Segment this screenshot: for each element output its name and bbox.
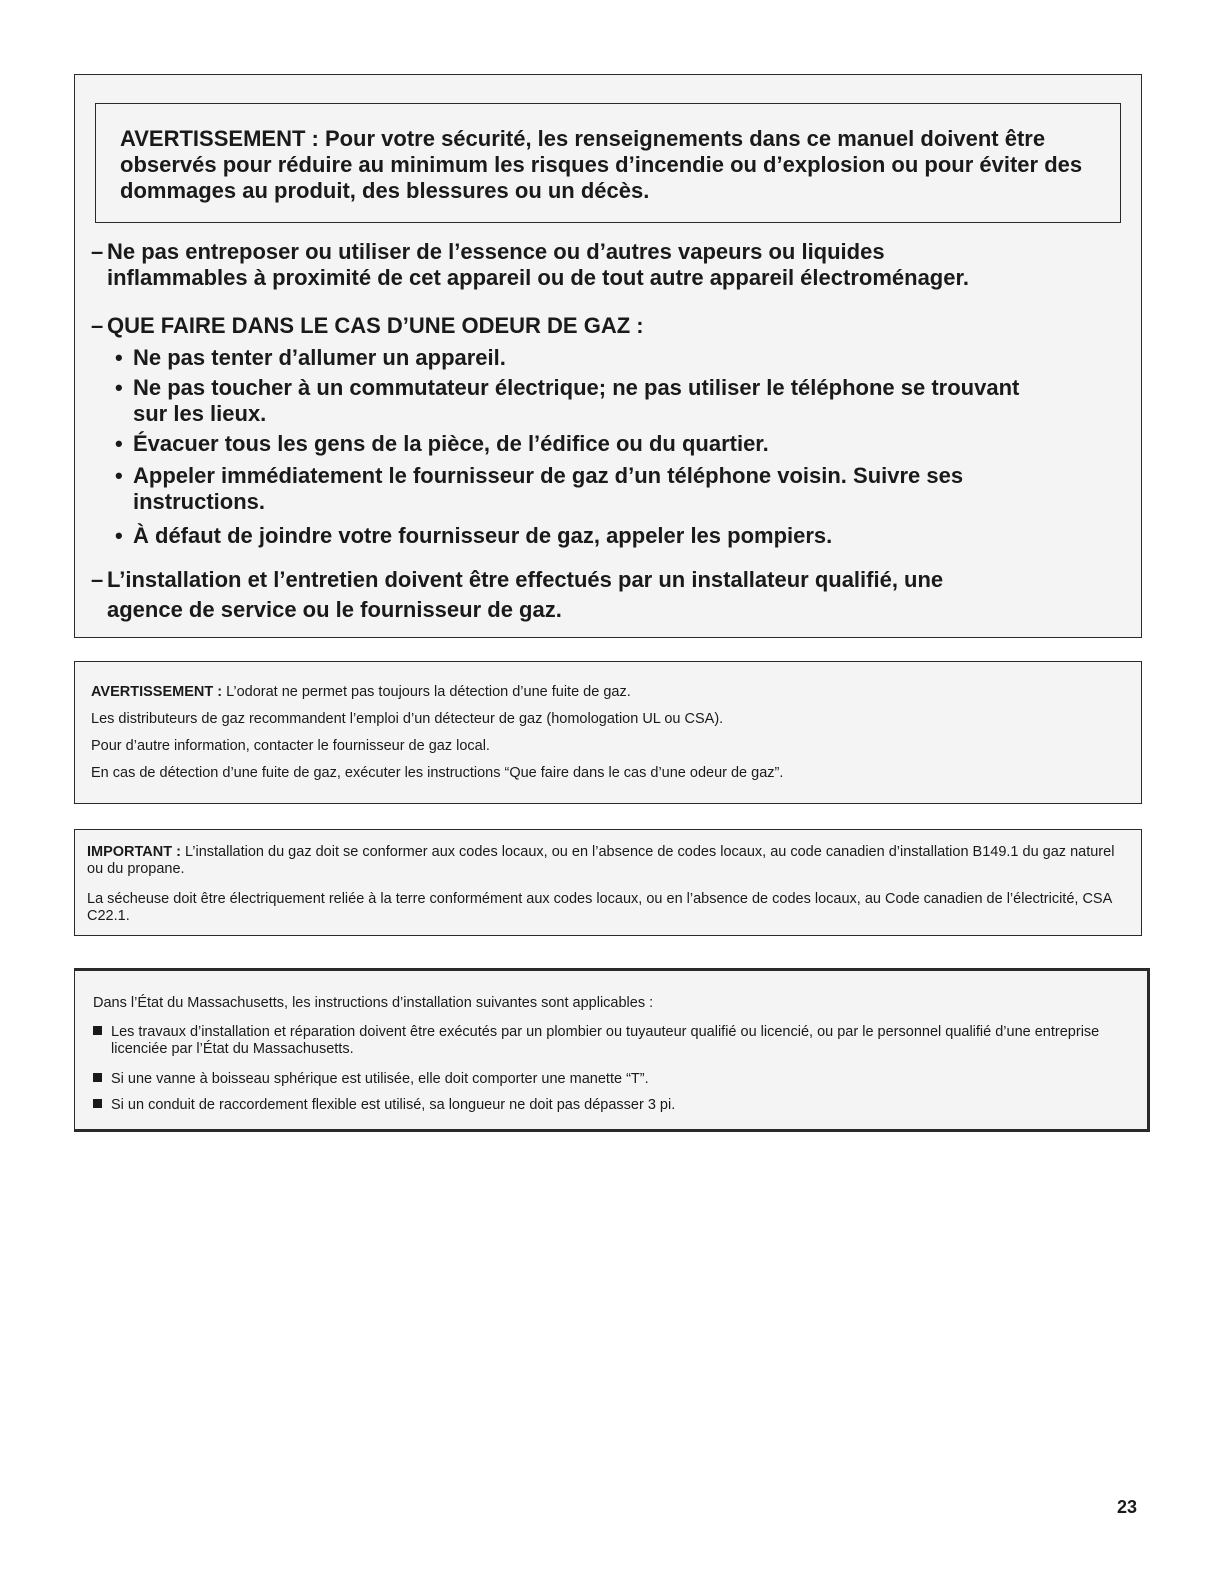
gas-safety-warning-box: [74, 74, 1142, 638]
important-para1: IMPORTANT : L’installation du gaz doit se conformer aux codes locaux, ou en l’absence de codes locaux, au code canadien d’installation B149.1 du gaz naturel ou du propane.: [87, 844, 1115, 877]
important-label: IMPORTANT :: [87, 844, 181, 860]
bullet-evacuate: • Évacuer tous les gens de la pièce, de l’édifice ou du quartier.: [115, 431, 769, 456]
qualified-installer-item: – L’installation et l’entretien doivent être effectués par un installateur qualifié, une agence de service ou le fournisseur de gaz.: [91, 567, 944, 622]
massachusetts-item2: Si une vanne à boisseau sphérique est utilisée, elle doit comporter une manette “T”.: [93, 1071, 649, 1088]
bullet-no-lighting: • Ne pas tenter d’allumer un appareil.: [115, 345, 506, 370]
odor-warning-line2: Les distributeurs de gaz recommandent l’emploi d’un détecteur de gaz (homologation UL ou CSA).: [91, 711, 724, 727]
square-bullet-icon: [93, 1026, 102, 1035]
bullet-call-firefighters: • À défaut de joindre votre fournisseur de gaz, appeler les pompiers.: [115, 523, 833, 548]
odor-warning-label: AVERTISSEMENT :: [91, 684, 223, 700]
warning-header-text: AVERTISSEMENT : Pour votre sécurité, les renseignements dans ce manuel doivent être observés pour réduire au minimum les risques d’incendie ou d’explosion ou pour éviter des dommages au produit, des blessures ou un décès.: [120, 126, 1083, 203]
no-flammables-line1: Ne pas entreposer ou utiliser de l’essence ou d’autres vapeurs ou liquides: [107, 239, 885, 264]
odor-warning-line1: AVERTISSEMENT : L’odorat ne permet pas toujours la détection d’une fuite de gaz.: [91, 684, 631, 700]
massachusetts-item3: Si un conduit de raccordement flexible est utilisé, sa longueur ne doit pas dépasser 3 pi.: [93, 1097, 675, 1114]
gas-odor-title: – QUE FAIRE DANS LE CAS D’UNE ODEUR DE GAZ :: [91, 313, 644, 338]
important-para2: La sécheuse doit être électriquement reliée à la terre conformément aux codes locaux, ou en l’absence de codes locaux, au Code canadien de l’électricité, CSA C22.1.: [87, 891, 1112, 924]
bullet-no-switch: • Ne pas toucher à un commutateur électrique; ne pas utiliser le téléphone se trouvant sur les lieux.: [115, 375, 1020, 426]
odor-warning-line3: Pour d’autre information, contacter le fournisseur de gaz local.: [91, 738, 490, 754]
no-flammables-item: – Ne pas entreposer ou utiliser de l’essence ou d’autres vapeurs ou liquides inflammables à proximité de cet appareil ou de tout autre appareil électroménager.: [91, 239, 969, 290]
massachusetts-intro: Dans l’État du Massachusetts, les instructions d’installation suivantes sont applicables :: [93, 995, 654, 1011]
odor-warning-line4: En cas de détection d’une fuite de gaz, exécuter les instructions “Que faire dans le cas d’une odeur de gaz”.: [91, 765, 784, 781]
warning-header-box: [95, 103, 1121, 223]
bullet-call-supplier: • Appeler immédiatement le fournisseur de gaz d’un téléphone voisin. Suivre ses instructions.: [115, 463, 964, 514]
massachusetts-requirements-box: [74, 968, 1150, 1132]
no-flammables-line2: inflammables à proximité de cet appareil ou de tout autre appareil électroménager.: [107, 265, 969, 290]
square-bullet-icon: [93, 1073, 102, 1082]
page-number: 23: [1117, 1497, 1138, 1517]
square-bullet-icon: [93, 1099, 102, 1108]
massachusetts-item1: Les travaux d’installation et réparation doivent être exécutés par un plombier ou tuyauteur qualifié ou licencié, ou par le personnel qualifié d’une entreprise licenciée par l’État du Massachusetts.: [93, 1024, 1111, 1058]
odor-detection-warning-box: [74, 661, 1142, 804]
important-notice-box: [74, 829, 1142, 936]
